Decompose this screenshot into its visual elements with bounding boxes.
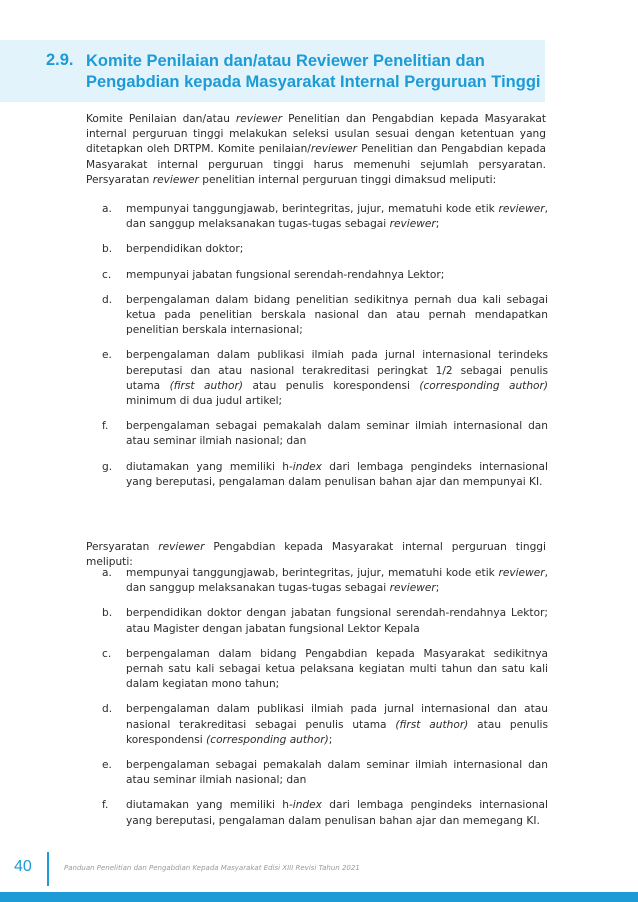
list-item	[102, 606, 548, 636]
community-requirements-list	[102, 566, 548, 839]
list-marker: f.	[102, 799, 109, 812]
footer-divider	[47, 852, 49, 886]
list-item-text: berpendidikan doktor;	[126, 243, 244, 256]
section-number: 2.9.	[46, 51, 74, 69]
list-marker: b.	[102, 607, 113, 620]
list-item	[102, 647, 548, 693]
list-marker: e.	[102, 349, 112, 362]
community-paragraph: Persyaratan reviewer Pengabdian kepada Masyarakat internal perguruan tinggi meliputi:	[86, 541, 546, 569]
list-item-text: diutamakan yang memiliki h-index dari lembaga pengindeks internasional yang bereputasi, pengalaman dalam penulisan bahan ajar dan memegang KI.	[126, 799, 548, 827]
list-item-text: berpengalaman dalam publikasi ilmiah pada jurnal internasional terindeks bereputasi dan atau nasional terakreditasi peringkat 1/2 sebagai penulis utama (first author) atau penulis korespondensi (corresponding author) minimum di dua judul artikel;	[126, 349, 549, 408]
bottom-stripe	[0, 892, 638, 902]
list-marker: b.	[102, 243, 113, 256]
list-item	[102, 702, 548, 748]
list-item	[102, 268, 548, 283]
list-item-text: diutamakan yang memiliki h-index dari lembaga pengindeks internasional yang bereputasi, pengalaman dalam penulisan bahan ajar dan mempunyai KI.	[126, 460, 548, 488]
list-marker: c.	[102, 268, 112, 281]
intro-paragraph: Komite Penilaian dan/atau reviewer Penelitian dan Pengabdian kepada Masyarakat internal perguruan tinggi melakukan seleksi usulan sesuai dengan ketentuan yang ditetapkan oleh DRTPM. Komite penilaian/reviewer Penelitian dan Pengabdian kepada Masyarakat internal perguruan tinggi harus memenuhi sejumlah persyaratan. Persyaratan reviewer penelitian internal perguruan tinggi dimaksud meliputi:	[86, 113, 546, 186]
list-item	[102, 419, 548, 449]
section-title: Komite Penilaian dan/atau Reviewer Penelitian dan Pengabdian kepada Masyarakat Internal Perguruan Tinggi	[86, 52, 541, 91]
list-marker: g.	[102, 460, 113, 473]
list-marker: c.	[102, 647, 112, 660]
list-marker: d.	[102, 293, 113, 306]
page-number: 40	[14, 858, 32, 875]
list-item	[102, 460, 548, 490]
list-marker: f.	[102, 420, 109, 433]
list-item-text: berpengalaman sebagai pemakalah dalam seminar ilmiah internasional dan atau seminar ilmiah nasional; dan	[126, 420, 548, 448]
list-item-text: berpengalaman dalam publikasi ilmiah pada jurnal internasional dan atau nasional terakreditasi sebagai penulis utama (first author) atau penulis korespondensi (corresponding author);	[126, 703, 548, 746]
footer-text: Panduan Penelitian dan Pengabdian Kepada Masyarakat Edisi XIII Revisi Tahun 2021	[64, 864, 360, 872]
list-marker: d.	[102, 703, 113, 716]
list-item-text: berpengalaman dalam bidang Pengabdian kepada Masyarakat sedikitnya pernah satu kali sebagai ketua pelaksana kegiatan multi tahun dan satu kali dalam kegiatan mono tahun;	[126, 647, 548, 691]
list-item	[102, 348, 548, 409]
list-item	[102, 293, 548, 339]
list-marker: a.	[102, 203, 112, 215]
list-item	[102, 202, 548, 232]
list-item-text: mempunyai jabatan fungsional serendah-rendahnya Lektor;	[126, 268, 445, 281]
list-item	[102, 798, 548, 828]
list-marker: e.	[102, 759, 112, 772]
list-item	[102, 566, 548, 596]
list-item-text: mempunyai tanggungjawab, berintegritas, jujur, mematuhi kode etik reviewer, dan sanggup melaksanakan tugas-tugas sebagai reviewer;	[126, 567, 548, 595]
list-item-text: berpengalaman sebagai pemakalah dalam seminar ilmiah internasional dan atau seminar ilmiah nasional; dan	[126, 759, 548, 787]
list-item-text: berpengalaman dalam bidang penelitian sedikitnya pernah dua kali sebagai ketua pada penelitian berskala nasional dan atau pernah mendapatkan penelitian berskala internasional;	[126, 293, 548, 337]
list-item-text: mempunyai tanggungjawab, berintegritas, jujur, mematuhi kode etik reviewer, dan sanggup melaksanakan tugas-tugas sebagai reviewer;	[126, 203, 548, 231]
list-item	[102, 758, 548, 788]
list-item-text: berpendidikan doktor dengan jabatan fungsional serendah-rendahnya Lektor; atau Magister dengan jabatan fungsional Lektor Kepala	[126, 607, 548, 635]
list-item	[102, 242, 548, 257]
list-marker: a.	[102, 567, 112, 579]
research-requirements-list	[102, 202, 548, 500]
